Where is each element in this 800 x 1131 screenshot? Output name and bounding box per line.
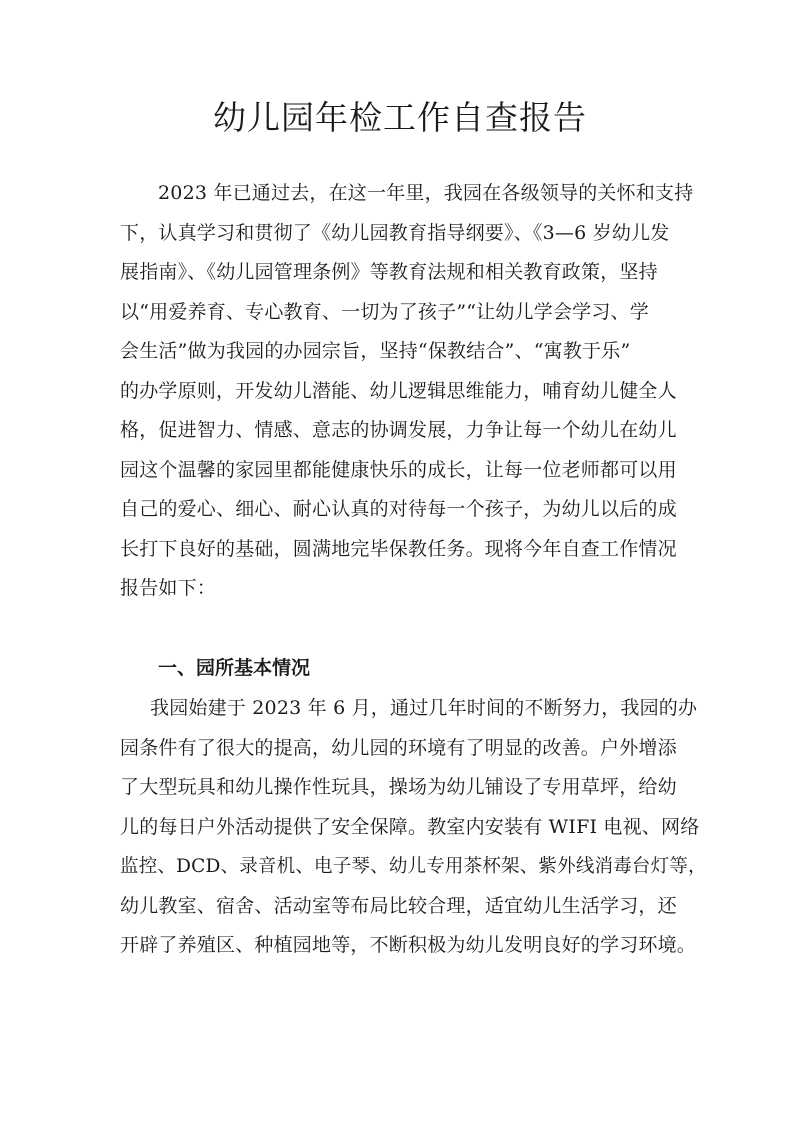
section-heading: 一、园所基本情况 xyxy=(158,657,311,679)
paragraph-line: 格，促进智力、情感、意志的协调发展，力争让每一个幼儿在幼儿 xyxy=(120,419,677,441)
document-title: 幼儿园年检工作自查报告 xyxy=(213,98,587,137)
paragraph-line: 园条件有了很大的提高，幼儿园的环境有了明显的改善。户外增添 xyxy=(120,736,677,759)
intro-paragraph xyxy=(120,174,720,609)
section1-paragraph xyxy=(120,689,720,966)
paragraph-line: 自己的爱心、细心、耐心认真的对待每一个孩子，为幼儿以后的成 xyxy=(120,498,677,520)
paragraph-line: 监控、DCD、录音机、电子琴、幼儿专用茶杯架、紫外线消毒台灯等， xyxy=(120,856,707,877)
paragraph-line: 报告如下： xyxy=(120,577,217,599)
paragraph-line: 了大型玩具和幼儿操作性玩具，操场为幼儿铺设了专用草坪，给幼 xyxy=(120,776,677,798)
paragraph-line: 2023 年已通过去，在这一年里，我园在各级领导的关怀和支持 xyxy=(158,182,694,204)
paragraph-line: 我园始建于 2023 年 6 月，通过几年时间的不断努力，我园的办 xyxy=(150,697,698,719)
paragraph-line: 的办学原则，开发幼儿潜能、幼儿逻辑思维能力，哺育幼儿健全人 xyxy=(120,379,677,402)
paragraph-line: 长打下良好的基础，圆满地完毕保教任务。现将今年自查工作情况 xyxy=(120,537,677,560)
paragraph-line: 幼儿教室、宿舍、活动室等布局比较合理，适宜幼儿生活学习，还 xyxy=(120,894,677,917)
paragraph-line: 以“用爱养育、专心教育、一切为了孩子”“让幼儿学会学习、学 xyxy=(120,300,649,323)
paragraph-line: 儿的每日户外活动提供了安全保障。教室内安装有 WIFI 电视、网络 xyxy=(120,815,700,838)
paragraph-line: 园这个温馨的家园里都能健康快乐的成长，让每一位老师都可以用 xyxy=(120,458,677,481)
paragraph-line: 开辟了养殖区、种植园地等，不断积极为幼儿发明良好的学习环境。 xyxy=(120,934,697,956)
paragraph-line: 展指南》、《幼儿园管理条例》等教育法规和相关教育政策，坚持 xyxy=(120,261,658,283)
paragraph-line: 下，认真学习和贯彻了《幼儿园教育指导纲要》、《3—6 岁幼儿发 xyxy=(120,221,670,244)
paragraph-line: 会生活”做为我园的办园宗旨，坚持“保教结合”、“寓教于乐” xyxy=(120,340,631,362)
